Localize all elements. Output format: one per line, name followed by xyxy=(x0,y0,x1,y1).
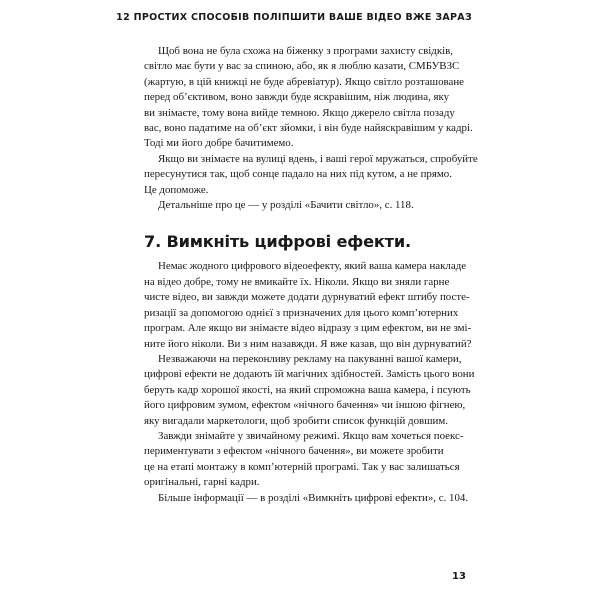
text-line: Це допоможе. xyxy=(144,183,209,196)
text-line: це на етапі монтажу в комп’ютерній програмі. Так у вас залишаться xyxy=(144,460,460,473)
paragraph xyxy=(144,429,464,491)
text-line: світло має бути у вас за спиною, або, як я люблю казати, СМБУВЗС xyxy=(144,60,460,73)
text-line: перед об’єктивом, воно завжди буде яскравішим, ніж людина, яку xyxy=(144,91,450,104)
text-line: пересунутися так, щоб сонце падало на них під кутом, а не прямо. xyxy=(144,168,452,181)
text-line: Детальніше про це — у розділі «Бачити світло», с. 118. xyxy=(158,199,414,212)
paragraph xyxy=(144,491,469,506)
paragraph xyxy=(144,352,475,429)
paragraph xyxy=(144,152,478,198)
paragraph xyxy=(144,44,473,152)
intro-paragraphs xyxy=(144,44,478,213)
text-line: ви знімаєте, тому вона вийде темною. Якщо джерело світла позаду xyxy=(144,106,455,119)
text-line: яку вигадали маркетологи, щоб зробити список функцій довшим. xyxy=(144,414,448,427)
text-line: Щоб вона не була схожа на біженку з програми захисту свідків, xyxy=(158,45,454,57)
text-line: вас, воно падатиме на об’єкт зйомки, і він буде найяскравішим у кадрі. xyxy=(144,122,473,135)
text-line: ризації за допомогою однієї з призначених для цього комп’ютерних xyxy=(144,306,459,319)
section-paragraphs xyxy=(144,259,475,506)
text-line: (жартую, в цій книжці не буде абревіатур). Якщо світло розташоване xyxy=(144,75,465,88)
section-heading: 7. Вимкніть цифрові ефекти. xyxy=(144,232,411,252)
text-line: оригінальні, гарні кадри. xyxy=(144,476,260,489)
text-line: програм. Але якщо ви знімаєте відео відразу з цим ефектом, ви не змі- xyxy=(144,322,472,335)
text-line: периментувати з ефектом «нічного бачення», ви можете зробити xyxy=(144,445,444,458)
paragraph xyxy=(144,198,456,213)
running-header: 12 ПРОСТИХ СПОСОБІВ ПОЛІПШИТИ ВАШЕ ВІДЕО ВЖЕ ЗАРАЗ xyxy=(116,12,472,23)
text-line: Незважаючи на переконливу рекламу на пакуванні вашої камери, xyxy=(158,352,462,365)
text-line: цифрові ефекти не додають їй магічних здібностей. Замість цього вони xyxy=(144,368,475,381)
page-number: 13 xyxy=(452,571,466,582)
text-line: Немає жодного цифрового відеоефекту, який ваша камера накладе xyxy=(158,260,467,273)
paragraph xyxy=(144,259,472,351)
text-line: ните його ніколи. Ви з ним назавжди. Я вже казав, що він дурнуватий? xyxy=(144,337,472,350)
text-line: його цифровим зумом, ефектом «нічного бачення» чи іншою фігнею, xyxy=(144,399,466,412)
text-line: Завжди знімайте у звичайному режимі. Якщо вам хочеться поекс- xyxy=(158,429,464,442)
text-line: беруть кадр хорошої якості, на який спроможна ваша камера, і псують xyxy=(144,383,471,396)
text-line: чисте відео, ви завжди можете додати дурнуватий ефект штибу посте- xyxy=(144,291,470,304)
text-line: Більше інформації — в розділі «Вимкніть цифрові ефекти», с. 104. xyxy=(158,491,469,504)
page-content xyxy=(144,44,478,506)
text-line: Якщо ви знімаєте на вулиці вдень, і ваші герої мружаться, спробуйте xyxy=(158,152,478,165)
text-line: Тоді ми його добре бачитимемо. xyxy=(144,137,294,150)
text-line: на відео добре, тому не вмикайте їх. Ніколи. Якщо ви зняли гарне xyxy=(144,275,450,288)
